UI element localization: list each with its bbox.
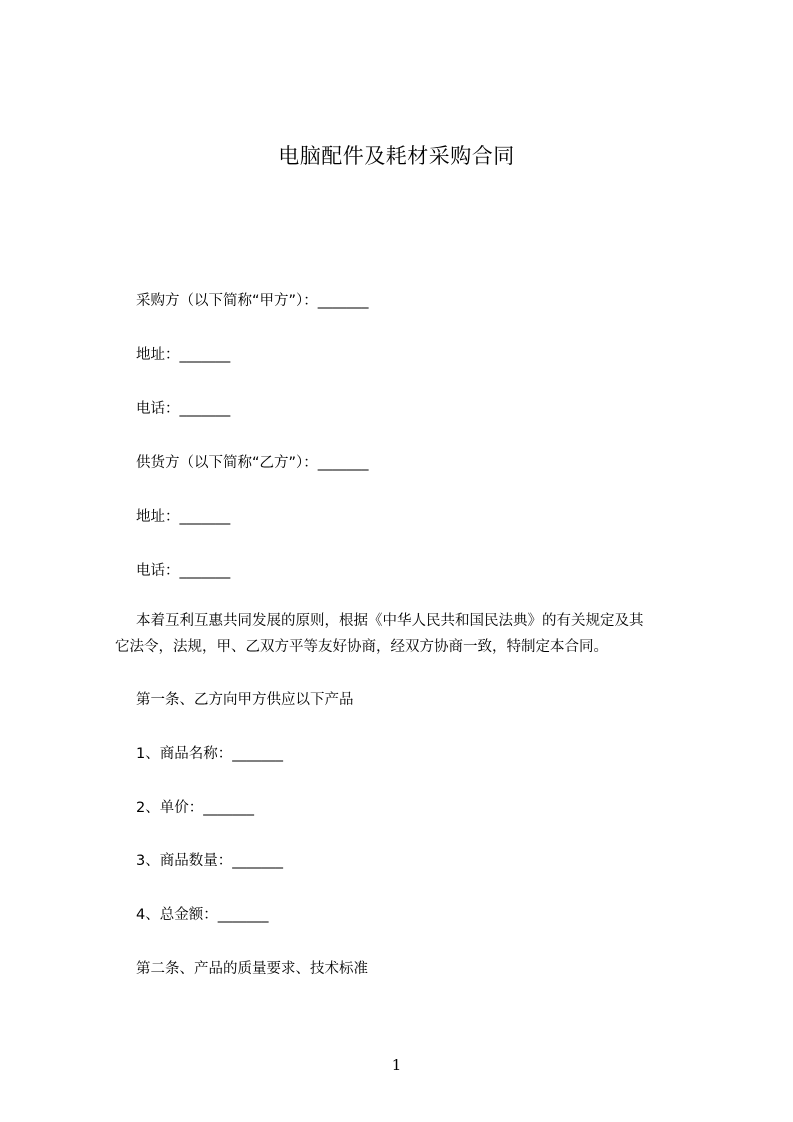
document-title: 电脑配件及耗材采购合同 [278,144,515,168]
item-3: 3、商品数量：_______ [136,853,283,869]
article1-heading: 第一条、乙方向甲方供应以下产品 [136,692,354,708]
item-1: 1、商品名称：_______ [136,746,283,762]
supplier-phone: 电话：_______ [136,563,231,579]
buyer-phone: 电话：_______ [136,401,231,417]
supplier-address: 地址：_______ [136,509,231,525]
preamble-line-2: 它法令，法规，甲、乙双方平等友好协商，经双方协商一致，特制定本合同。 [115,639,608,655]
article2-heading: 第二条、产品的质量要求、技术标准 [136,961,368,977]
buyer-address: 地址：_______ [136,347,231,363]
preamble-paragraph [115,608,715,660]
item-2: 2、单价：_______ [136,800,254,816]
page-number: 1 [391,1056,402,1074]
buyer-line: 采购方（以下简称“甲方”）：_______ [136,293,369,309]
item-4: 4、总金额：_______ [136,907,269,923]
supplier-line: 供货方（以下简称“乙方”）：_______ [136,455,369,471]
preamble-line-1: 本着互利互惠共同发展的原则，根据《中华人民共和国民法典》的有关规定及其 [136,613,644,629]
